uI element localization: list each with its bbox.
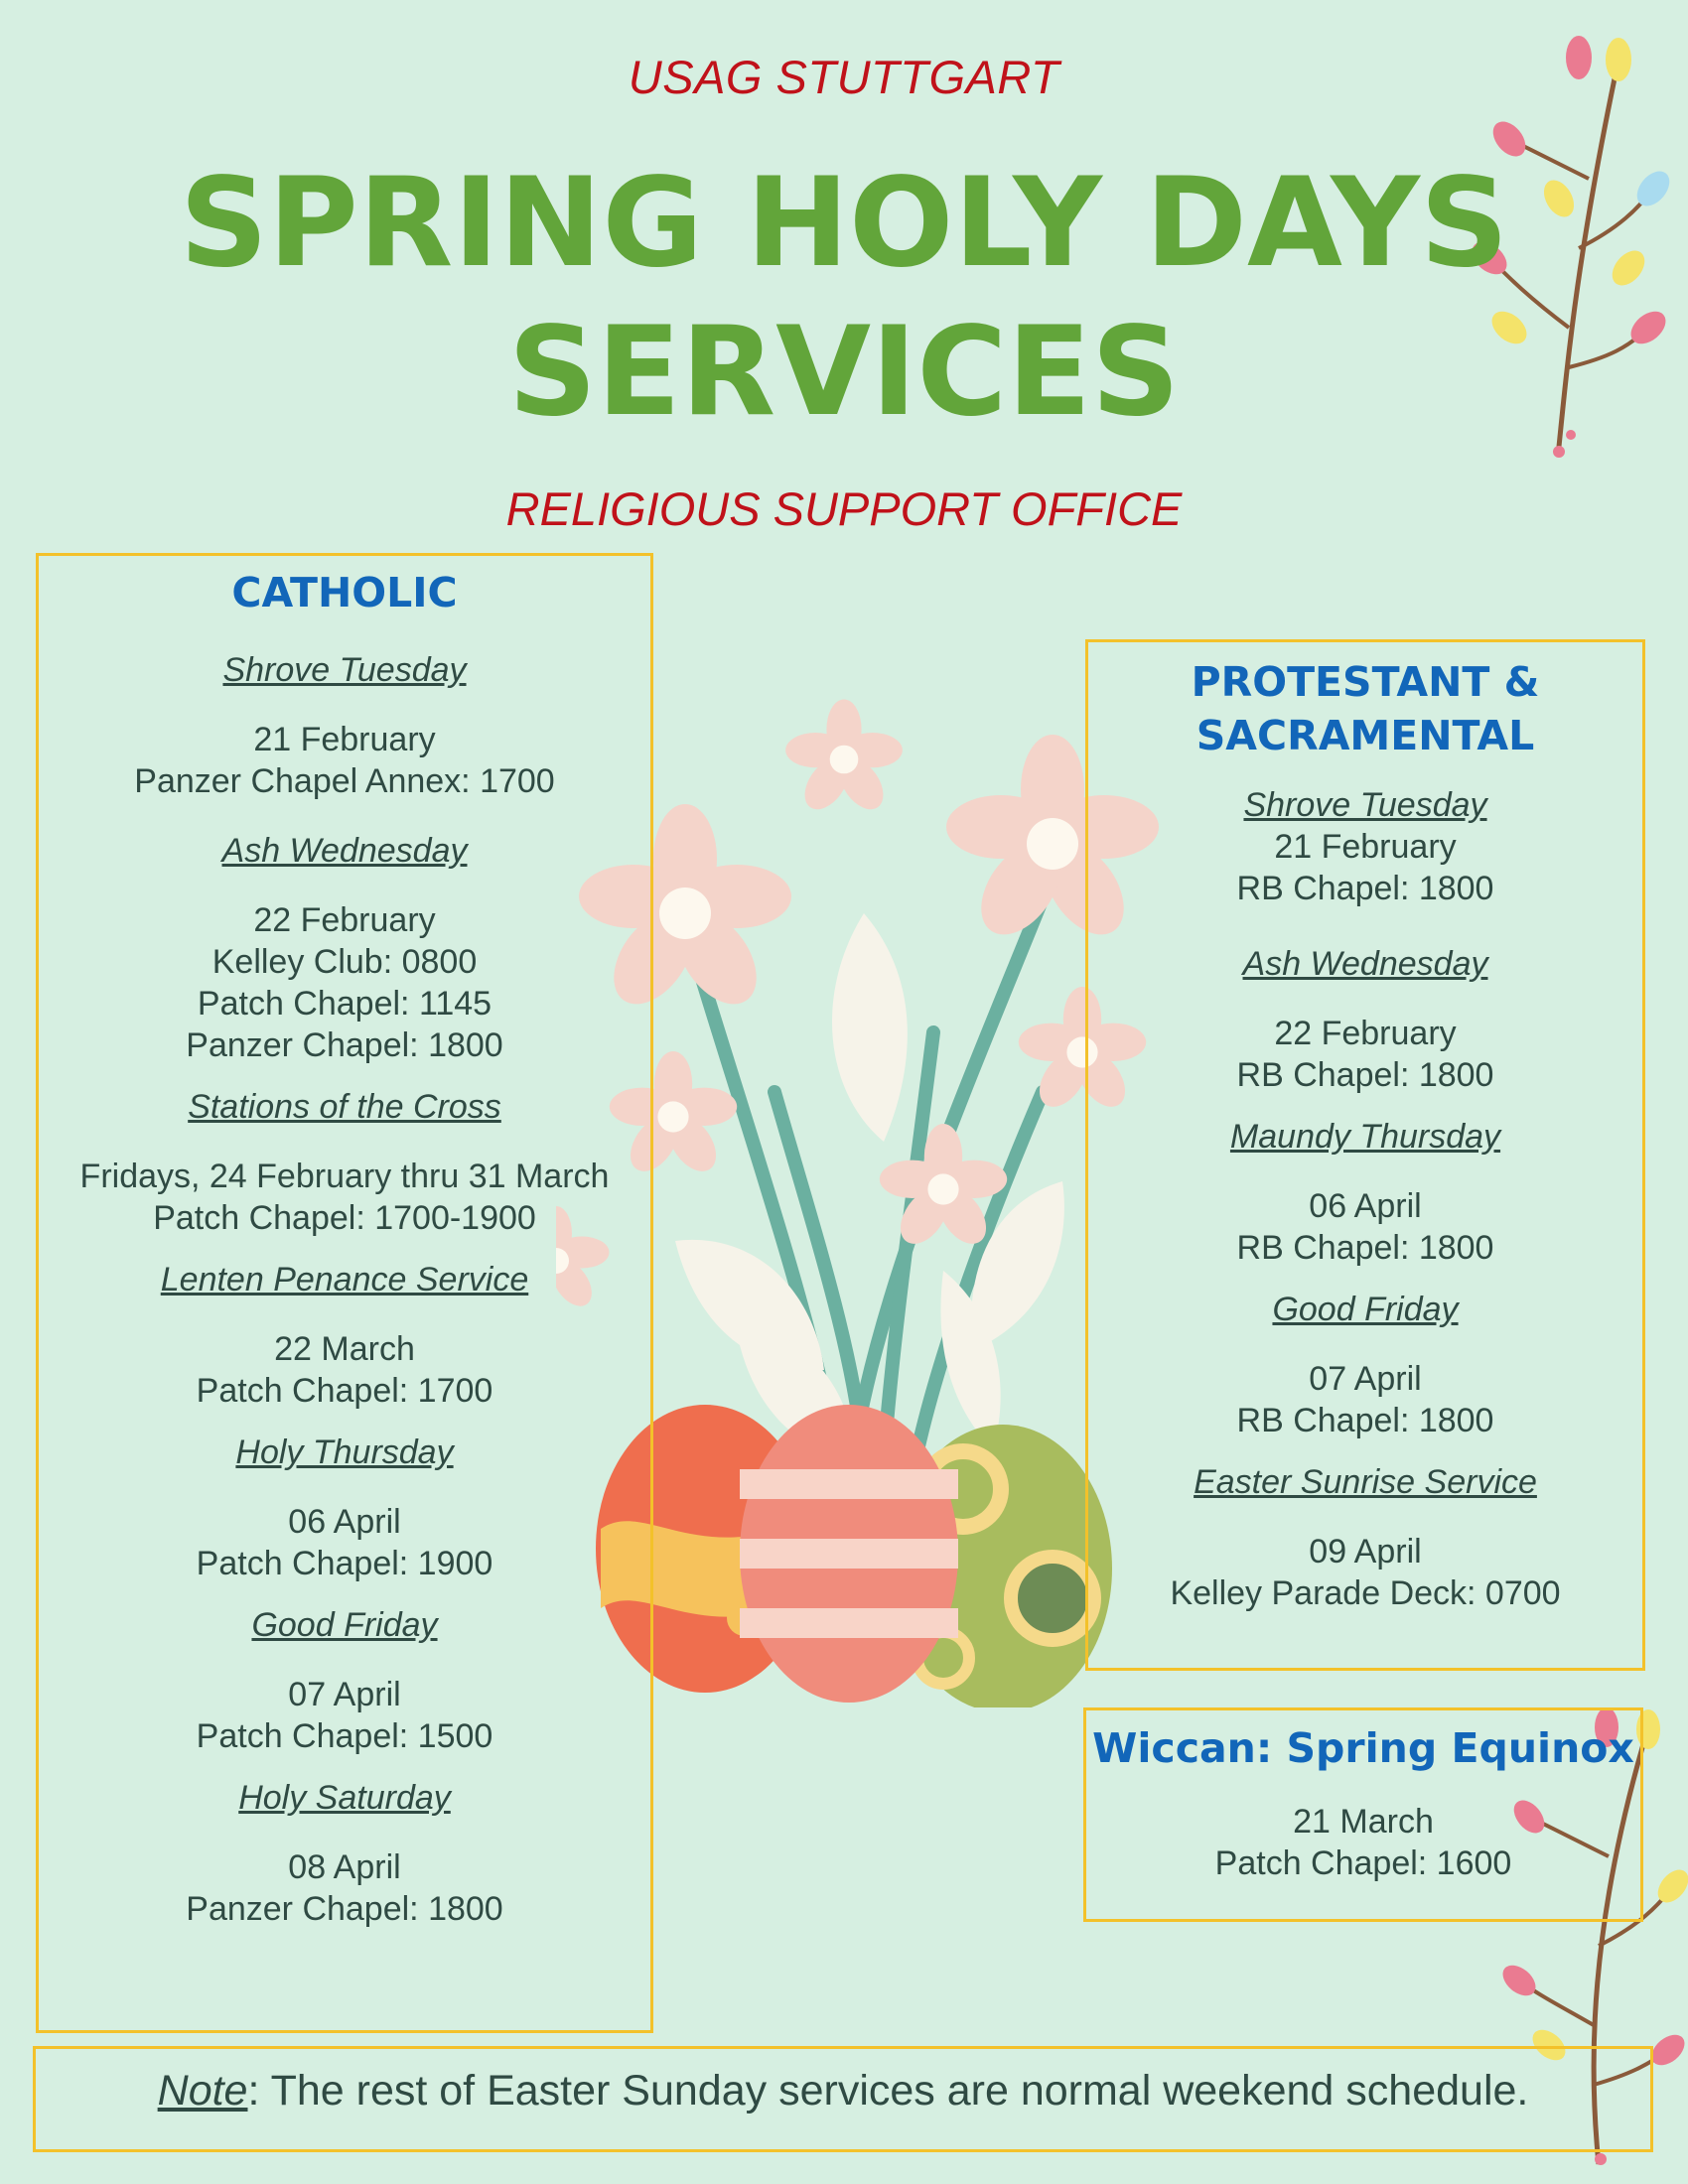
note-label: Note [157,2067,248,2115]
service-date: 09 April [1309,1533,1422,1570]
service-date: 07 April [288,1676,401,1713]
service-name: Ash Wednesday [221,832,468,870]
note-text: : The rest of Easter Sunday services are normal weekend schedule. [247,2067,1529,2115]
protestant-schedule [1085,655,1645,1614]
service-location: Patch Chapel: 1700-1900 [153,1199,536,1237]
service-location: Patch Chapel: 1600 [1214,1844,1512,1882]
title-line-1: SPRING HOLY DAYS [179,152,1509,295]
wiccan-heading: Wiccan: Spring Equinox [1092,1724,1634,1772]
service-location: Kelley Parade Deck: 0700 [1170,1574,1561,1612]
catholic-heading: CATHOLIC [231,569,458,616]
schedule-note [33,2061,1653,2120]
protestant-heading-line-1: PROTESTANT & [1191,658,1540,706]
service-date: 06 April [1309,1187,1422,1225]
service-date: 21 March [1293,1803,1434,1841]
service-date: 21 February [1274,828,1457,866]
service-date: 22 February [253,901,436,939]
service-name: Shrove Tuesday [1243,786,1487,824]
catholic-schedule [36,566,653,1930]
organization-name: USAG STUTTGART [628,51,1060,103]
service-date: 22 February [1274,1015,1457,1052]
service-date: 07 April [1309,1360,1422,1398]
service-location: RB Chapel: 1800 [1236,1402,1494,1439]
service-date: Fridays, 24 February thru 31 March [79,1158,610,1195]
service-name: Maundy Thursday [1229,1118,1501,1156]
service-name: Good Friday [1272,1291,1459,1328]
service-location: Patch Chapel: 1145 [197,985,492,1023]
service-name: Easter Sunrise Service [1194,1463,1537,1501]
service-location: Patch Chapel: 1500 [196,1717,493,1755]
service-location: Panzer Chapel: 1800 [186,1026,503,1064]
service-location: Panzer Chapel: 1800 [186,1890,503,1928]
service-location: Patch Chapel: 1900 [196,1545,493,1582]
service-date: 22 March [274,1330,415,1368]
service-name: Holy Thursday [235,1433,454,1471]
service-name: Stations of the Cross [188,1088,501,1126]
service-location: RB Chapel: 1800 [1236,1229,1494,1267]
page-title [0,149,1688,447]
service-location: RB Chapel: 1800 [1236,1056,1494,1094]
service-date: 21 February [253,721,436,758]
service-name: Ash Wednesday [1242,945,1488,983]
service-location: Patch Chapel: 1700 [196,1372,493,1410]
office-subtitle: RELIGIOUS SUPPORT OFFICE [505,482,1183,535]
service-date: 08 April [288,1848,401,1886]
service-name: Shrove Tuesday [222,651,467,689]
service-location: Panzer Chapel Annex: 1700 [134,762,555,800]
service-name: Good Friday [251,1606,438,1644]
protestant-heading-line-2: SACRAMENTAL [1196,712,1535,759]
wiccan-schedule [1083,1721,1643,1884]
service-date: 06 April [288,1503,401,1541]
title-line-2: SERVICES [507,301,1181,444]
service-name: Lenten Penance Service [160,1261,529,1298]
service-name: Holy Saturday [238,1779,451,1817]
service-location: Kelley Club: 0800 [211,943,478,981]
service-location: RB Chapel: 1800 [1236,870,1494,907]
